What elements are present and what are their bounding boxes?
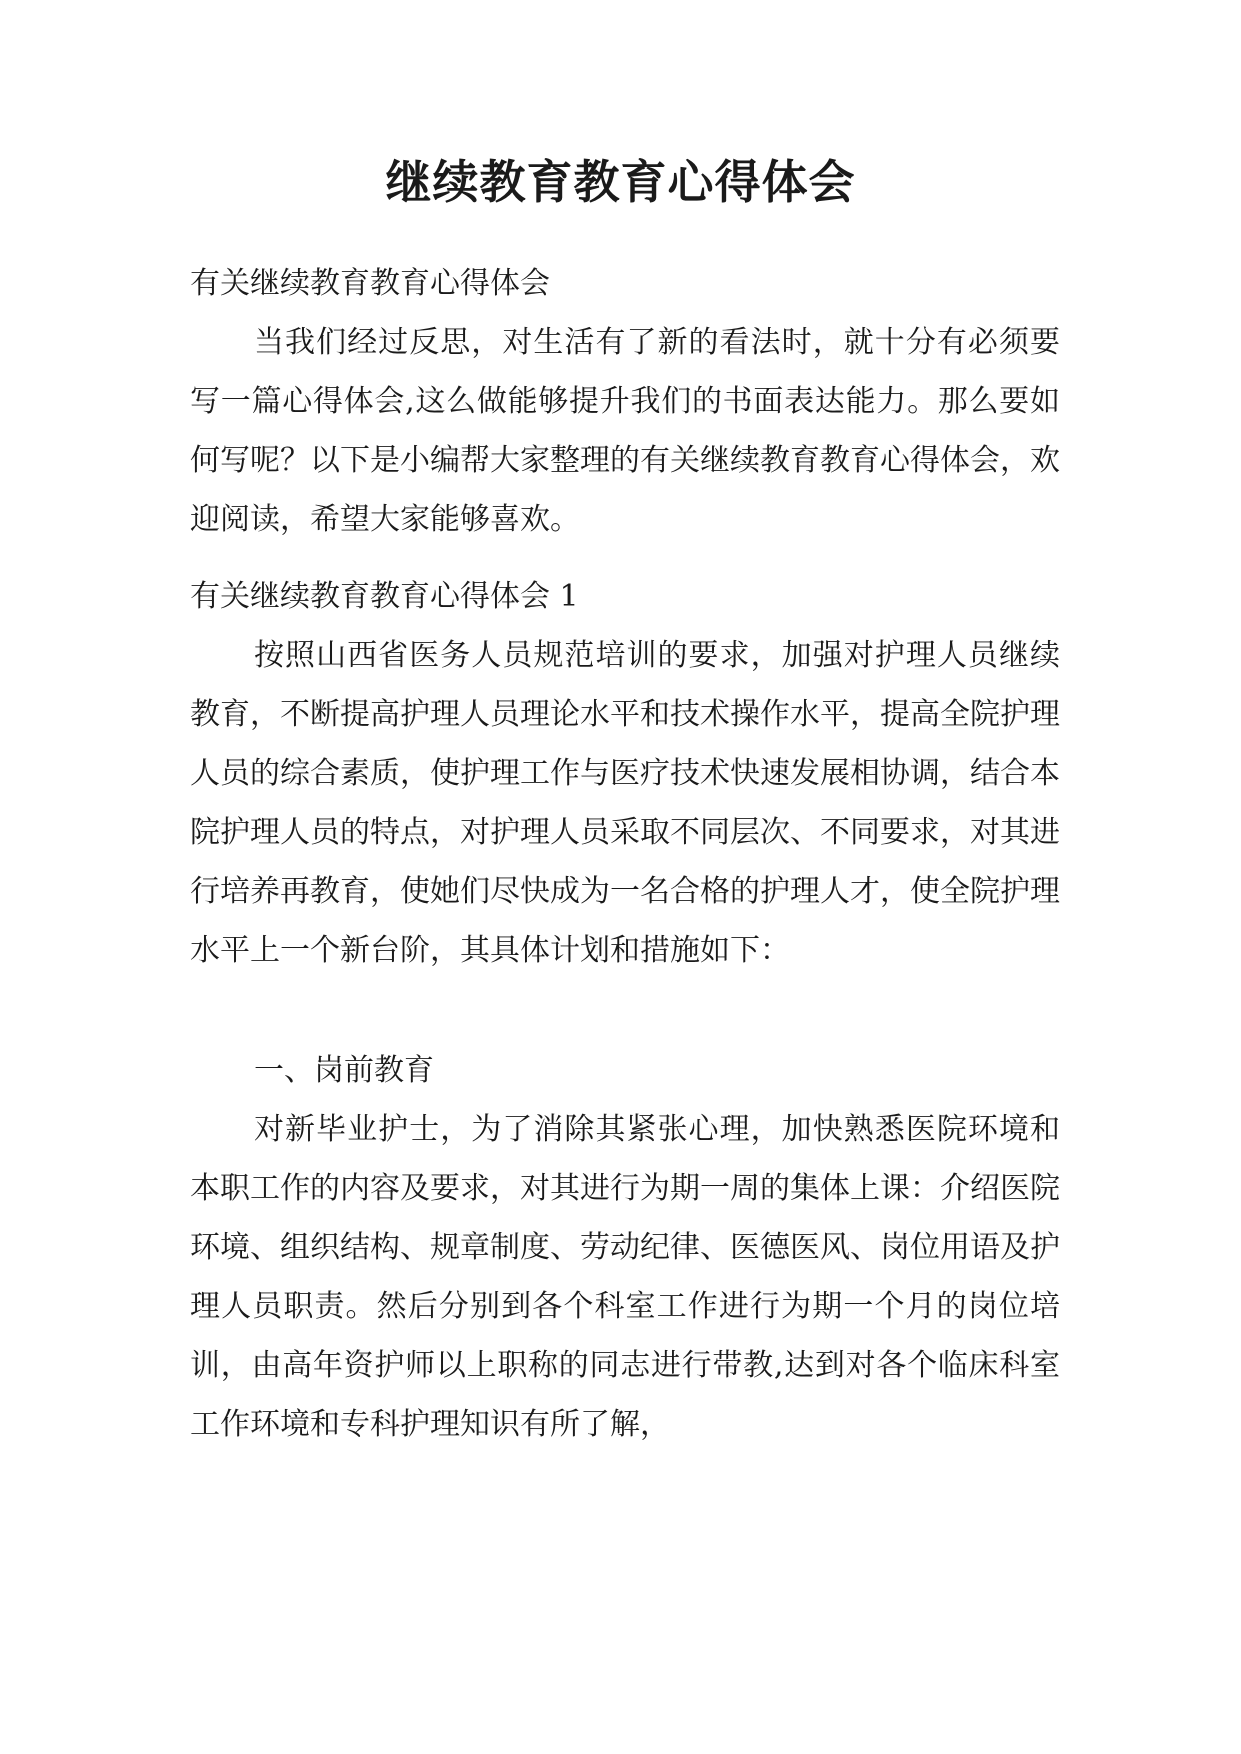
intro-paragraph: 当我们经过反思，对生活有了新的看法时，就十分有必须要写一篇心得体会,这么做能够提升我们的书面表达能力。那么要如何写呢？以下是小编帮大家整理的有关继续教育教育心得体会，欢迎阅读，希望大家能够喜欢。 <box>190 325 1060 537</box>
article-heading: 有关继续教育教育心得体会 1 <box>190 579 579 614</box>
section-heading-pre-job-education: 一、岗前教育 <box>254 1053 434 1088</box>
intro-heading: 有关继续教育教育心得体会 <box>190 266 550 301</box>
section-paragraph-pre-job-education: 对新毕业护士，为了消除其紧张心理，加快熟悉医院环境和本职工作的内容及要求，对其进行为期一周的集体上课：介绍医院环境、组织结构、规章制度、劳动纪律、医德医风、岗位用语及护理人员职责。然后分别到各个科室工作进行为期一个月的岗位培训，由高年资护师以上职称的同志进行带教,达到对各个临床科室工作环境和专科护理知识有所了解， <box>190 1112 1060 1442</box>
document-title: 继续教育教育心得体会 <box>385 155 856 209</box>
article-paragraph: 按照山西省医务人员规范培训的要求，加强对护理人员继续教育，不断提高护理人员理论水平和技术操作水平，提高全院护理人员的综合素质，使护理工作与医疗技术快速发展相协调，结合本院护理人员的特点，对护理人员采取不同层次、不同要求，对其进行培养再教育，使她们尽快成为一名合格的护理人才，使全院护理水平上一个新台阶，其具体计划和措施如下： <box>190 638 1060 968</box>
